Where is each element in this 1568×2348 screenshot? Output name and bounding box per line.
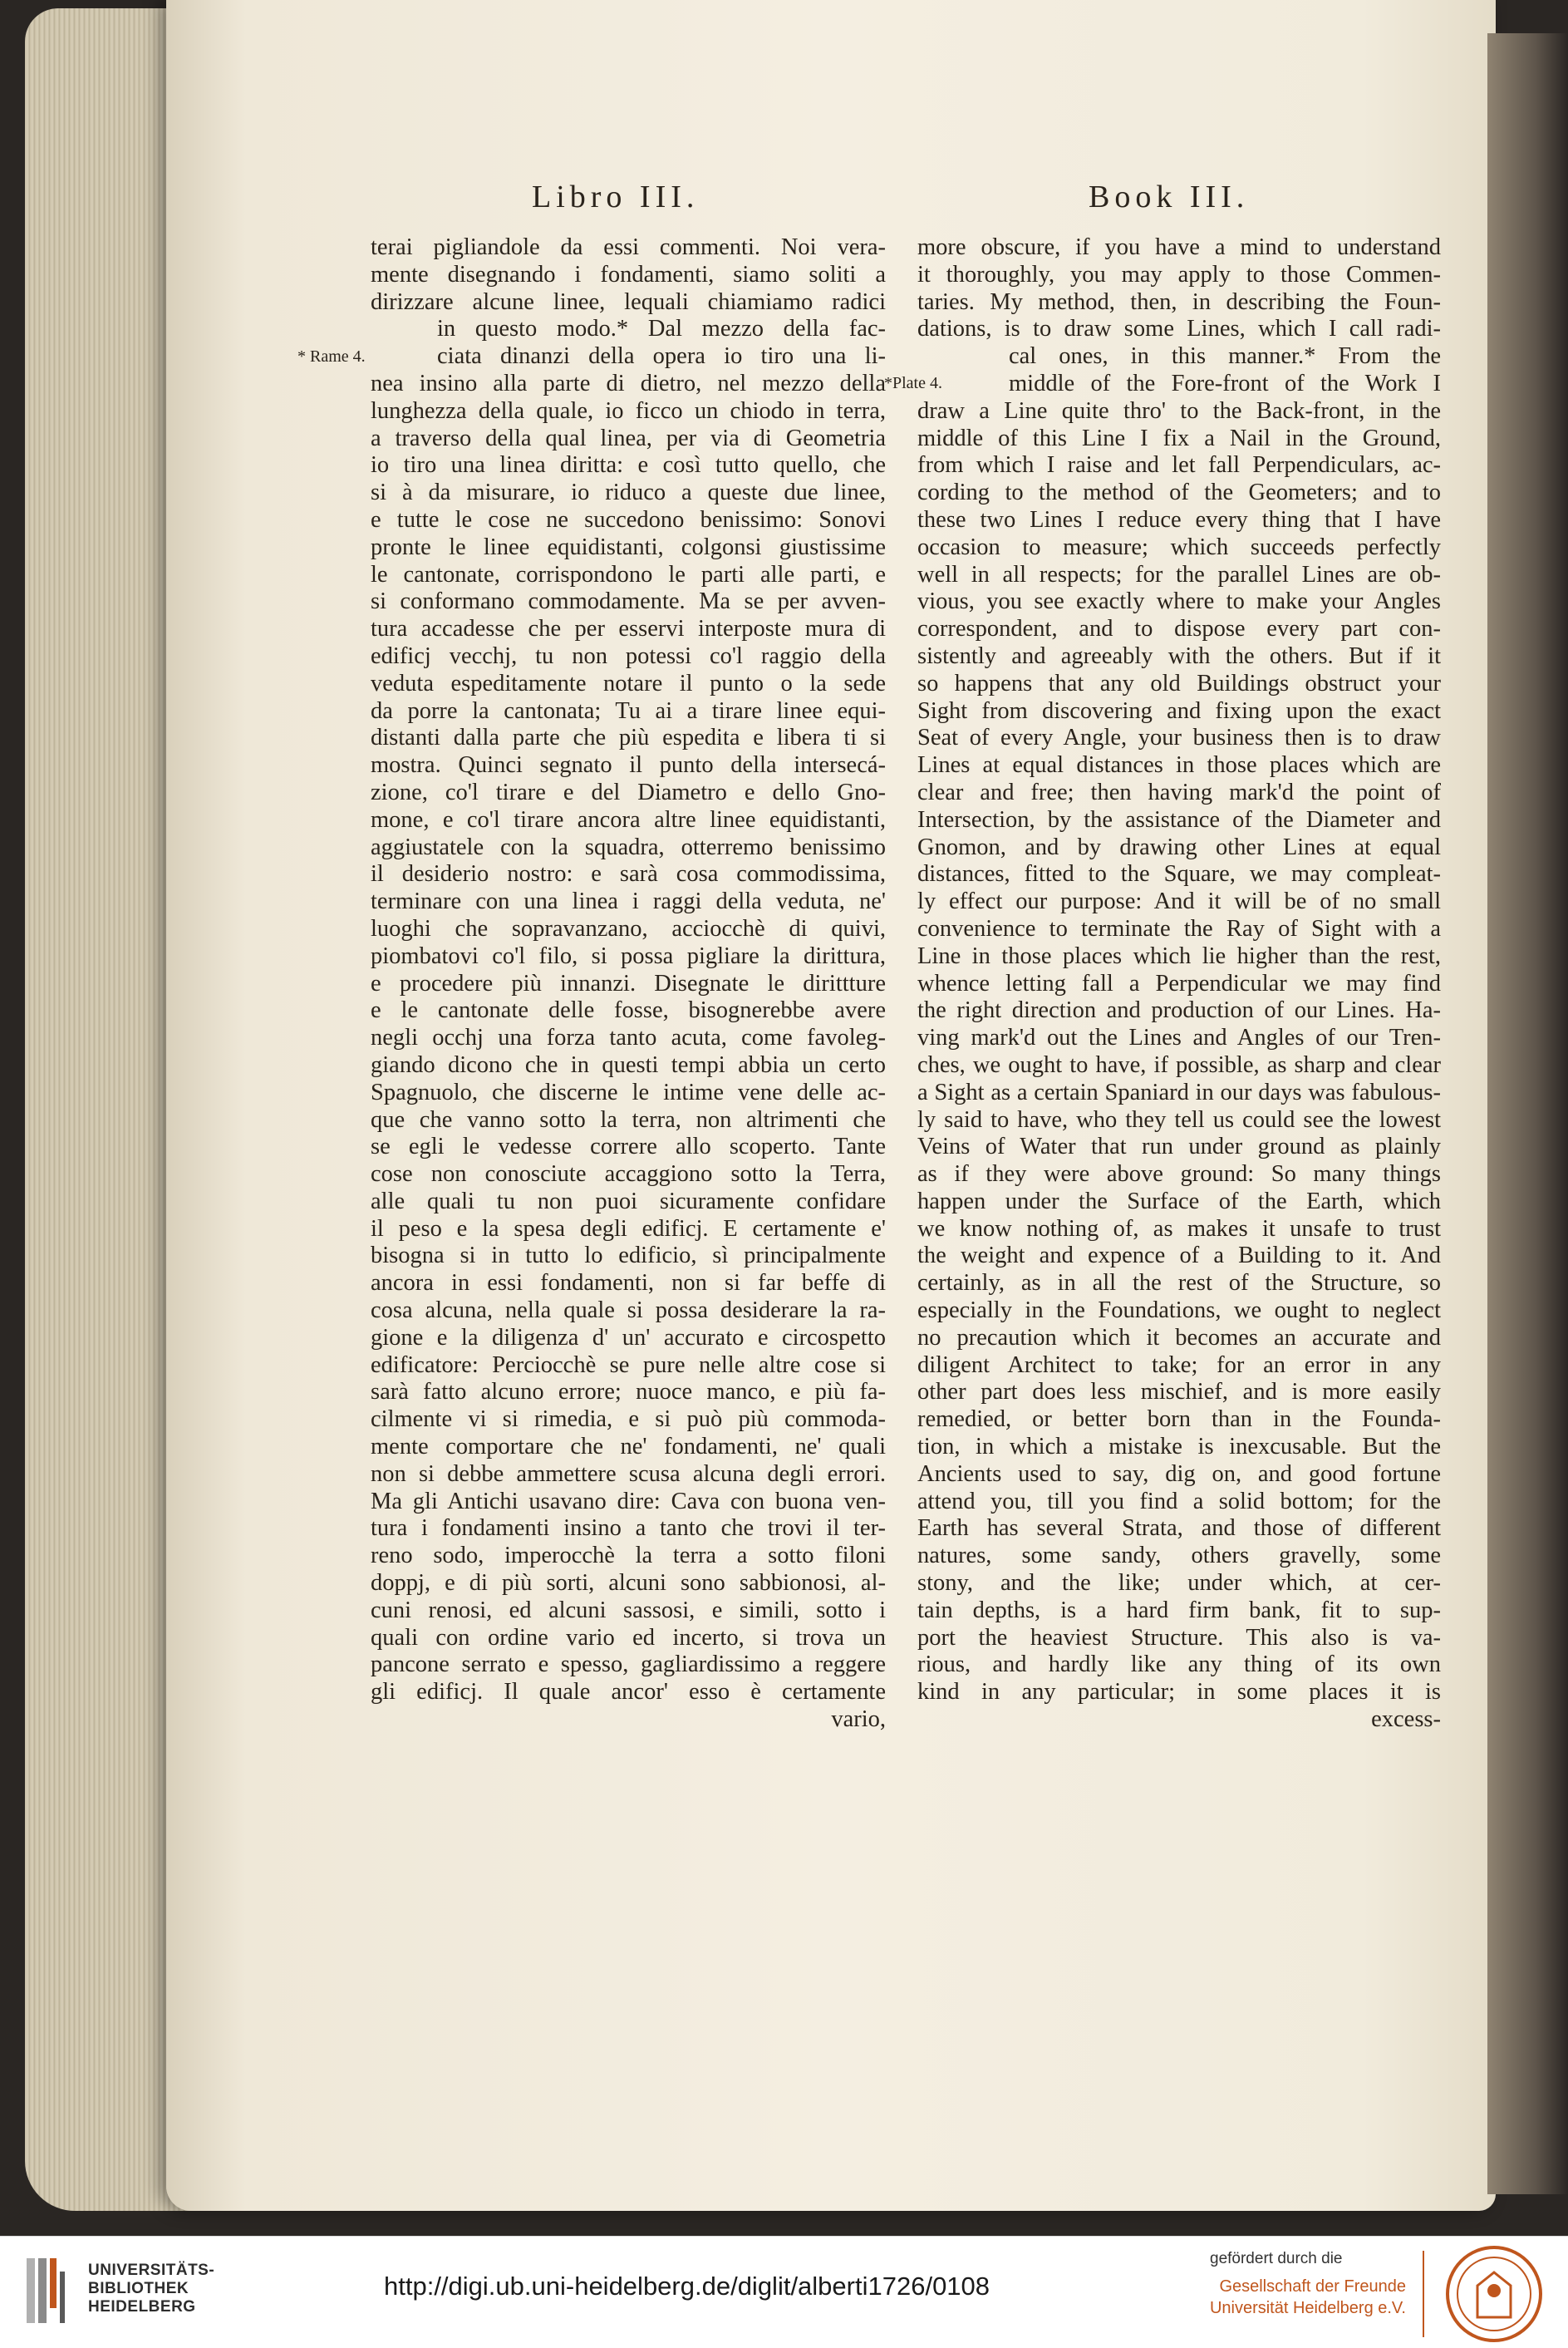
english-text-line: kind in any particular; in some places it is [917, 1679, 1441, 1706]
italian-text-line: luoghi che sopravanzano, acciocchè di quivi, [371, 915, 886, 942]
italian-text-line: piombatovi co'l filo, si possa pigliare la dirittura, [371, 943, 886, 969]
english-text-line: Earth has several Strata, and those of different [917, 1515, 1441, 1542]
italian-text-line: mone, e co'l tirare ancora altre linee equidistanti, [371, 806, 886, 833]
english-text-line: excess- [1371, 1706, 1441, 1733]
university-seal-icon [1444, 2244, 1544, 2344]
italian-text-line: cosa alcuna, nella quale si possa desiderare la ra- [371, 1297, 886, 1324]
english-text-line: distances, fitted to the Square, we may compleat- [917, 861, 1441, 888]
english-text-line: well in all respects; for the parallel Lines are ob- [917, 561, 1441, 588]
italian-text-line: e le cantonate delle fosse, bisognerebbe avere [371, 997, 886, 1024]
italian-text-line: cose non conosciute accaggiono sotto la Terra, [371, 1161, 886, 1188]
book-binding-edge [1487, 33, 1568, 2194]
english-text-line: sistently and agreeably with the others. But if it [917, 642, 1441, 669]
italian-text-line: mostra. Quinci segnato il punto della intersecá- [371, 752, 886, 779]
english-text-line: it thoroughly, you may apply to those Commen- [917, 261, 1441, 288]
italian-text-line: edificatore: Perciocchè se pure nelle altre cose si [371, 1351, 886, 1378]
english-text-line: from which I raise and let fall Perpendiculars, ac- [917, 452, 1441, 479]
italian-text-line: distanti dalla parte che più espedita e libera ti si [371, 725, 886, 751]
italian-text-line: zione, co'l tirare e del Diametro e dello Gno- [371, 779, 886, 805]
library-name-line: UNIVERSITÄTS- [88, 2262, 215, 2279]
english-text-line: no precaution which it becomes an accurate and [917, 1324, 1441, 1351]
english-text-line: other part does less mischief, and is more easily [917, 1379, 1441, 1405]
funded-by-label: gefördert durch die [1210, 2250, 1343, 2267]
italian-text-line: e procedere più innanzi. Disegnate le dirittture [371, 970, 886, 997]
italian-text-line: veduta espeditamente notare il punto o la sede [371, 670, 886, 697]
english-text-line: correspondent, and to dispose every part con- [917, 616, 1441, 642]
italian-text-line: mente comportare che ne' fondamenti, ne' quali [371, 1434, 886, 1460]
italian-text-line: ancora in essi fondamenti, non si far beffe di [371, 1270, 886, 1297]
running-head-italian: Libro III. [532, 180, 700, 214]
english-text-line: ly said to have, who they tell us could see the lowest [917, 1106, 1441, 1133]
italian-text-line: negli occhj una forza tanto acuta, come favoleg- [371, 1025, 886, 1051]
english-text-line: the weight and expence of a Building to it. And [917, 1243, 1441, 1269]
english-text-line: rious, and hardly like any thing of its own [917, 1651, 1441, 1678]
italian-text-line: Ma gli Antichi usavano dire: Cava con buona ven- [371, 1488, 886, 1514]
english-text-line: middle of this Line I fix a Nail in the Ground, [917, 425, 1441, 451]
italian-text-line: terminare con una linea i raggi della veduta, ne' [371, 888, 886, 915]
english-text-line: middle of the Fore-front of the Work I [1009, 370, 1441, 396]
italian-text-line: a traverso della qual linea, per via di Geometria [371, 425, 886, 451]
english-text-line: especially in the Foundations, we ought to neglect [917, 1297, 1441, 1324]
english-text-line: these two Lines I reduce every thing that I have [917, 506, 1441, 533]
italian-text-line: terai pigliandole da essi commenti. Noi vera- [371, 234, 886, 260]
italian-text-line: io tiro una linea diritta: e così tutto quello, che [371, 452, 886, 479]
english-text-line: port the heaviest Structure. This also is va- [917, 1624, 1441, 1651]
italian-text-line: bisogna si in tutto lo edificio, sì principalmente [371, 1243, 886, 1269]
english-text-line: clear and free; then having mark'd the point of [917, 779, 1441, 805]
italian-text-line: in questo modo.* Dal mezzo della fac- [437, 316, 886, 342]
english-text-line: Lines at equal distances in those places which are [917, 752, 1441, 779]
english-text-line: tion, in which a mistake is inexcusable. But the [917, 1434, 1441, 1460]
english-text-line: ving mark'd out the Lines and Angles of our Tren- [917, 1025, 1441, 1051]
italian-text-line: mente disegnando i fondamenti, siamo soliti a [371, 261, 886, 288]
italian-text-line: aggiustatele con la squadra, otterremo benissimo [371, 834, 886, 860]
english-text-line: so happens that any old Buildings obstruct your [917, 670, 1441, 697]
english-text-line: remedied, or better born than in the Founda- [917, 1406, 1441, 1433]
english-text-line: cording to the method of the Geometers; and to [917, 480, 1441, 506]
italian-text-line: si conformano commodamente. Ma se per avven- [371, 588, 886, 615]
italian-text-line: il desiderio nostro: e sarà cosa commodissima, [371, 861, 886, 888]
margin-note-italian: * Rame 4. [297, 347, 366, 366]
italian-text-line: gli edificj. Il quale ancor' esso è certamente [371, 1679, 886, 1706]
italian-text-line: lunghezza della quale, io ficco un chiodo in terra, [371, 397, 886, 424]
english-text-line: draw a Line quite thro' to the Back-front, in the [917, 397, 1441, 424]
english-text-line: more obscure, if you have a mind to understand [917, 234, 1441, 260]
english-text-line: Line in those places which lie higher than the rest, [917, 943, 1441, 969]
english-text-column [917, 234, 1441, 1734]
society-name-line: Gesellschaft der Freunde [1219, 2277, 1406, 2296]
italian-text-line: alle quali tu non puoi sicuramente confidare [371, 1188, 886, 1214]
english-text-line: attend you, till you find a solid bottom; for the [917, 1488, 1441, 1514]
english-text-line: Seat of every Angle, your business then is to draw [917, 725, 1441, 751]
english-text-line: natures, some sandy, others gravelly, some [917, 1543, 1441, 1569]
italian-text-line: dirizzare alcune linee, lequali chiamiamo radici [371, 288, 886, 315]
english-text-line: convenience to terminate the Ray of Sight with a [917, 915, 1441, 942]
italian-text-line: cilmente vi si rimedia, e si può più commoda- [371, 1406, 886, 1433]
running-head-english: Book III. [1089, 180, 1250, 214]
italian-text-line: quali con ordine vario ed incerto, si trova un [371, 1624, 886, 1651]
english-text-line: we know nothing of, as makes it unsafe to trust [917, 1215, 1441, 1242]
english-text-line: Ancients used to say, dig on, and good fortune [917, 1460, 1441, 1487]
italian-text-line: pancone serrato e spesso, gagliardissimo a reggere [371, 1651, 886, 1678]
italian-text-line: Spagnuolo, che discerne le intime vene delle ac- [371, 1079, 886, 1105]
english-text-line: certainly, as in all the rest of the Structure, so [917, 1270, 1441, 1297]
italian-text-line: vario, [831, 1706, 886, 1733]
english-text-line: Sight from discovering and fixing upon the exact [917, 697, 1441, 724]
italian-text-line: si à da misurare, io riduco a queste due linee, [371, 480, 886, 506]
english-text-line: Veins of Water that run under ground as plainly [917, 1134, 1441, 1160]
english-text-line: ches, we ought to have, if possible, as sharp and clear [917, 1051, 1441, 1078]
english-text-line: as if they were above ground: So many things [917, 1161, 1441, 1188]
italian-text-line: giando dicono che in questi tempi abbia un certo [371, 1051, 886, 1078]
english-text-line: ly effect our purpose: And it will be of no small [917, 888, 1441, 915]
italian-text-line: il peso e la spesa degli edificj. E certamente e' [371, 1215, 886, 1242]
english-text-line: a Sight as a certain Spaniard in our days was fabulous- [917, 1079, 1441, 1105]
italian-text-line: se egli le vedesse correre allo scoperto. Tante [371, 1134, 886, 1160]
library-name-line: BIBLIOTHEK [88, 2280, 189, 2297]
footer-divider [1423, 2251, 1424, 2337]
italian-text-line: cuni renosi, ed alcuni sassosi, e simili, sotto i [371, 1597, 886, 1623]
library-name [88, 2262, 214, 2316]
society-name-line: Universität Heidelberg e.V. [1209, 2299, 1406, 2317]
italian-text-line: edificj vecchj, tu non potessi co'l raggio della [371, 642, 886, 669]
italian-text-line: tura i fondamenti insino a tanto che trovi il ter- [371, 1515, 886, 1542]
english-text-line: tain depths, is a hard firm bank, fit to sup- [917, 1597, 1441, 1623]
margin-note-english: *Plate 4. [884, 374, 942, 392]
italian-text-line: non si debbe ammettere scusa alcuna degli errori. [371, 1460, 886, 1487]
english-text-line: dations, is to draw some Lines, which I call radi- [917, 316, 1441, 342]
italian-text-line: e tutte le cose ne succedono benissimo: Sonovi [371, 506, 886, 533]
italian-text-line: nea insino alla parte di dietro, nel mezzo della [371, 370, 886, 396]
italian-text-line: reno sodo, imperocchè la terra a sotto filoni [371, 1543, 886, 1569]
italian-text-line: doppj, e di più sorti, alcuni sono sabbionosi, al- [371, 1570, 886, 1597]
ub-heidelberg-logo-icon [23, 2255, 68, 2326]
english-text-line: occasion to measure; which succeeds perfectly [917, 534, 1441, 560]
english-text-line: taries. My method, then, in describing the Foun- [917, 288, 1441, 315]
italian-text-line: que che vanno sotto la terra, non altrimenti che [371, 1106, 886, 1133]
italian-text-line: le cantonate, corrispondono le parti alle parti, e [371, 561, 886, 588]
italian-text-column [371, 234, 886, 1734]
italian-text-line: da porre la cantonata; Tu ai a tirare linee equi- [371, 697, 886, 724]
english-text-line: Gnomon, and by drawing other Lines at equal [917, 834, 1441, 860]
library-name-line: HEIDELBERG [88, 2298, 196, 2316]
english-text-line: Intersection, by the assistance of the Diameter and [917, 806, 1441, 833]
english-text-line: the right direction and production of our Lines. Ha- [917, 997, 1441, 1024]
english-text-line: happen under the Surface of the Earth, which [917, 1188, 1441, 1214]
italian-text-line: sarà fatto alcuno errore; nuoce manco, e più fa- [371, 1379, 886, 1405]
italian-text-line: ciata dinanzi della opera io tiro una li- [437, 343, 886, 370]
permalink-url[interactable]: http://digi.ub.uni-heidelberg.de/diglit/alberti1726/0108 [384, 2272, 990, 2301]
english-text-line: diligent Architect to take; for an error in any [917, 1351, 1441, 1378]
english-text-line: cal ones, in this manner.* From the [1009, 343, 1441, 370]
italian-text-line: pronte le linee equidistanti, colgonsi giustissime [371, 534, 886, 560]
society-name [1178, 2276, 1406, 2319]
italian-text-line: tura accadesse che per esservi interposte mura di [371, 616, 886, 642]
english-text-line: vious, you see exactly where to make your Angles [917, 588, 1441, 615]
english-text-line: whence letting fall a Perpendicular we may find [917, 970, 1441, 997]
italian-text-line: gione e la diligenza d' un' accurato e circospetto [371, 1324, 886, 1351]
english-text-line: stony, and the like; under which, at cer- [917, 1570, 1441, 1597]
